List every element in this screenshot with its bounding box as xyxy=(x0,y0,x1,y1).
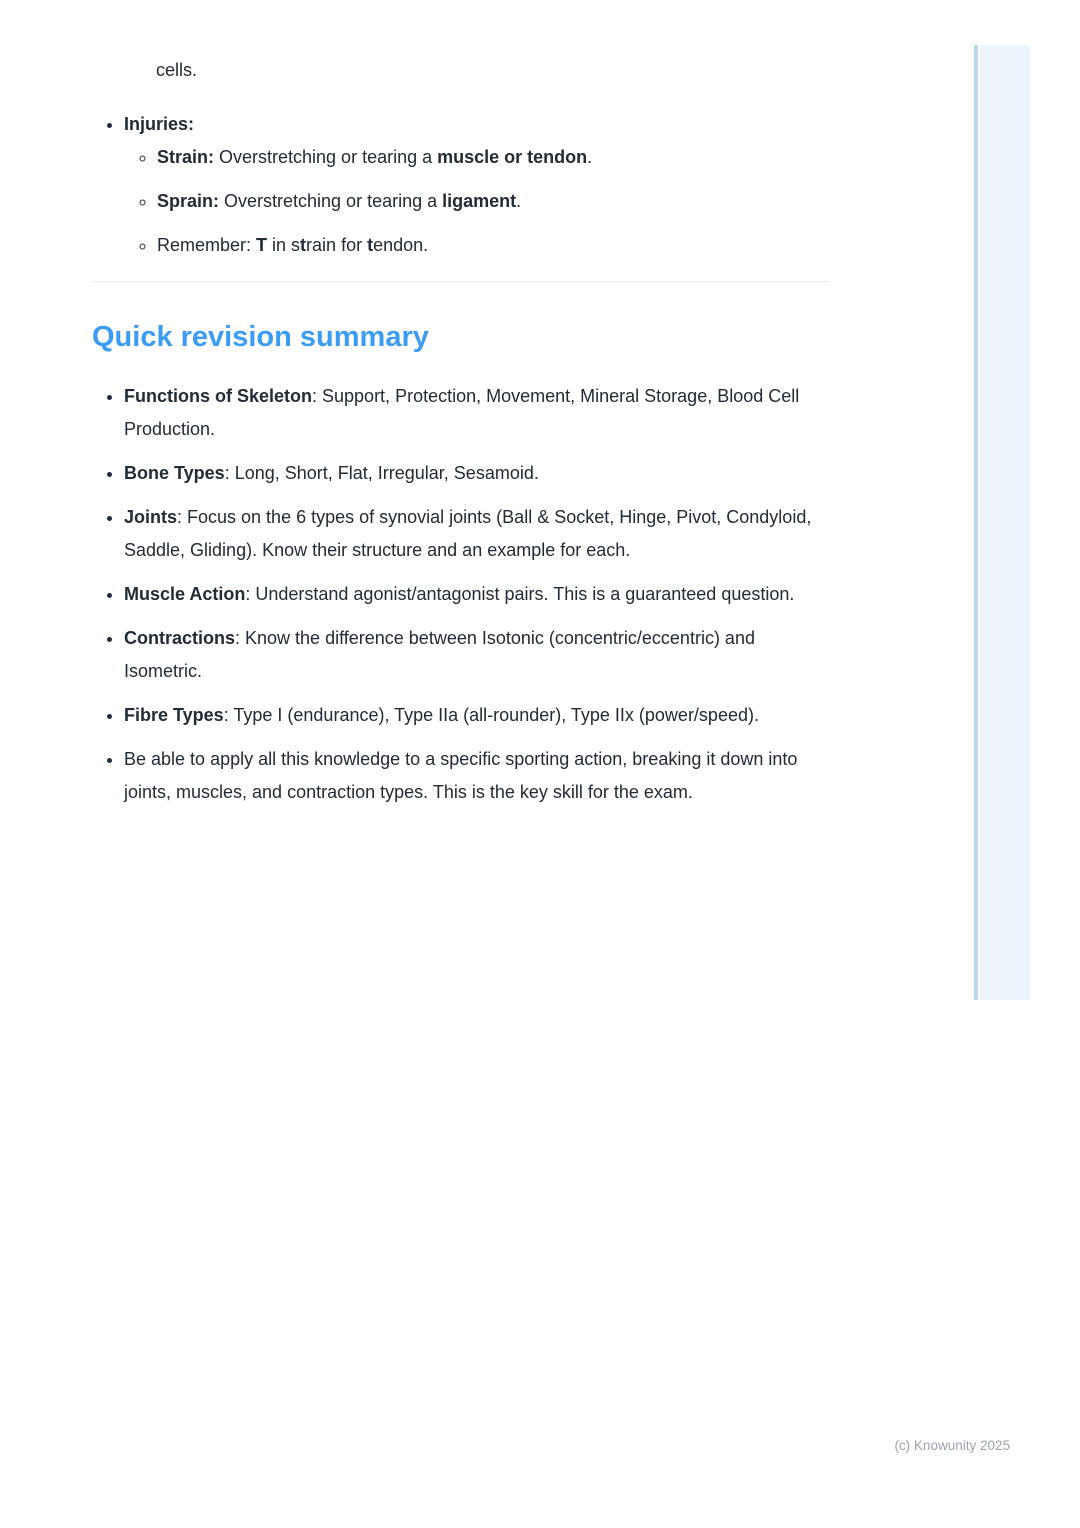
list-item: • Be able to apply all this knowledge to a specific sporting action, breaking it down into joints, muscles, and contraction types. This is the key skill for the exam. xyxy=(124,743,830,809)
continuation-text: cells. xyxy=(156,60,198,80)
revision-summary-list xyxy=(92,380,830,809)
list-item: ◦ Strain: Overstretching or tearing a muscle or tendon. xyxy=(157,141,830,174)
injuries-sublist xyxy=(124,141,830,262)
right-page-strip xyxy=(980,45,1030,1000)
list-item xyxy=(124,108,830,262)
document-content xyxy=(0,54,1080,820)
list-item: • Fibre Types: Type I (endurance), Type IIa (all-rounder), Type IIx (power/speed). xyxy=(124,699,830,732)
copyright-text: (c) Knowunity 2025 xyxy=(894,1438,1010,1453)
list-item: • Muscle Action: Understand agonist/antagonist pairs. This is a guaranteed question. xyxy=(124,578,830,611)
list-item: • Joints: Focus on the 6 types of synovial joints (Ball & Socket, Hinge, Pivot, Condyloid, Saddle, Gliding). Know their structure and an example for each. xyxy=(124,501,830,567)
right-page-strip-border xyxy=(974,45,978,1000)
section-divider xyxy=(92,281,830,282)
list-item: ◦ Sprain: Overstretching or tearing a ligament. xyxy=(157,185,830,218)
list-item: • Contractions: Know the difference between Isotonic (concentric/eccentric) and Isometric. xyxy=(124,622,830,688)
injuries-label: Injuries: xyxy=(124,114,195,134)
list-item: • Bone Types: Long, Short, Flat, Irregular, Sesamoid. xyxy=(124,457,830,490)
list-item: ◦ Remember: T in strain for tendon. xyxy=(157,229,830,262)
injuries-list xyxy=(92,108,830,262)
section-heading: Quick revision summary xyxy=(92,321,429,353)
list-item: • Functions of Skeleton: Support, Protection, Movement, Mineral Storage, Blood Cell Production. xyxy=(124,380,830,446)
